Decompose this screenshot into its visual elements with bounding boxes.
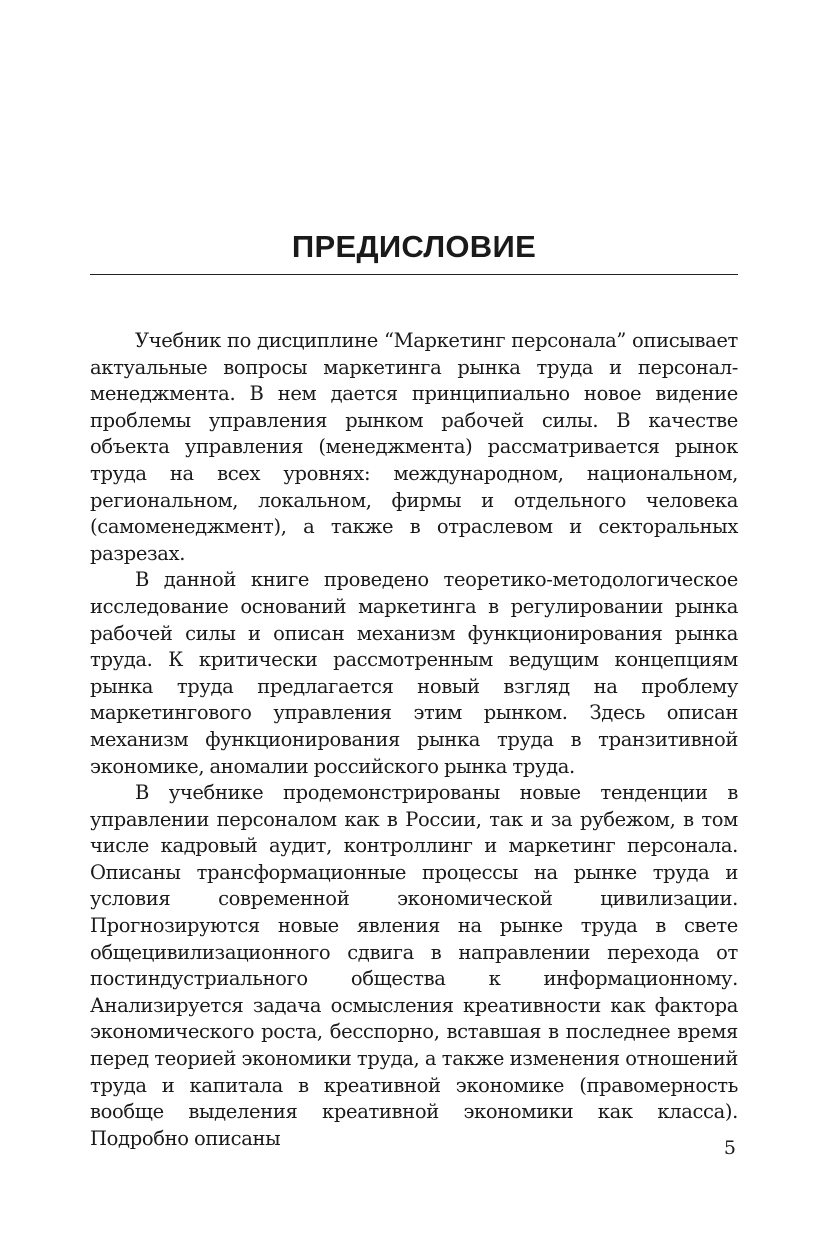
heading-rule: [90, 274, 738, 275]
page-number: 5: [723, 1137, 736, 1159]
paragraph: В учебнике продемонстрированы новые тенденции в управлении персоналом как в России, так и за рубежом, в том числе кадровый аудит, контроллинг и маркетинг персонала. Описаны трансформационные процессы на рынке труда и условия современной экономической цивилизации. Прогнозируются новые явления на рынке труда в свете общецивилизационного сдвига в направлении перехода от постиндустриального общества к информационному. Анализируется задача осмысления креативности как фактора экономического роста, бесспорно, вставшая в последнее время перед теорией экономики труда, а также изменения отношений труда и капитала в креативной экономике (правомерность вообще выделения креативной экономики как класса). Подробно описаны: [90, 781, 738, 1150]
paragraph: В данной книге проведено теоретико-методологическое исследование оснований маркетинга в регулировании рынка рабочей силы и описан механизм функционирования рынка труда. К критически рассмотренным ведущим концепциям рынка труда предлагается новый взгляд на проблему маркетингового управления этим рынком. Здесь описан механизм функционирования рынка труда в транзитивной экономике, аномалии российского рынка труда.: [90, 568, 738, 778]
paragraph: Учебник по дисциплине “Маркетинг персонала” описывает актуальные вопросы маркетинга рынка труда и персонал-менеджмента. В нем дается принципиально новое видение проблемы управления рынком рабочей силы. В качестве объекта управления (менеджмента) рассматривается рынок труда на всех уровнях: международном, национальном, региональном, локальном, фирмы и отдельного человека (самоменеджмент), а также в отраслевом и секторальных разрезах.: [90, 329, 738, 565]
body-text: [90, 328, 738, 1152]
chapter-heading: ПРЕДИСЛОВИЕ: [291, 229, 537, 264]
